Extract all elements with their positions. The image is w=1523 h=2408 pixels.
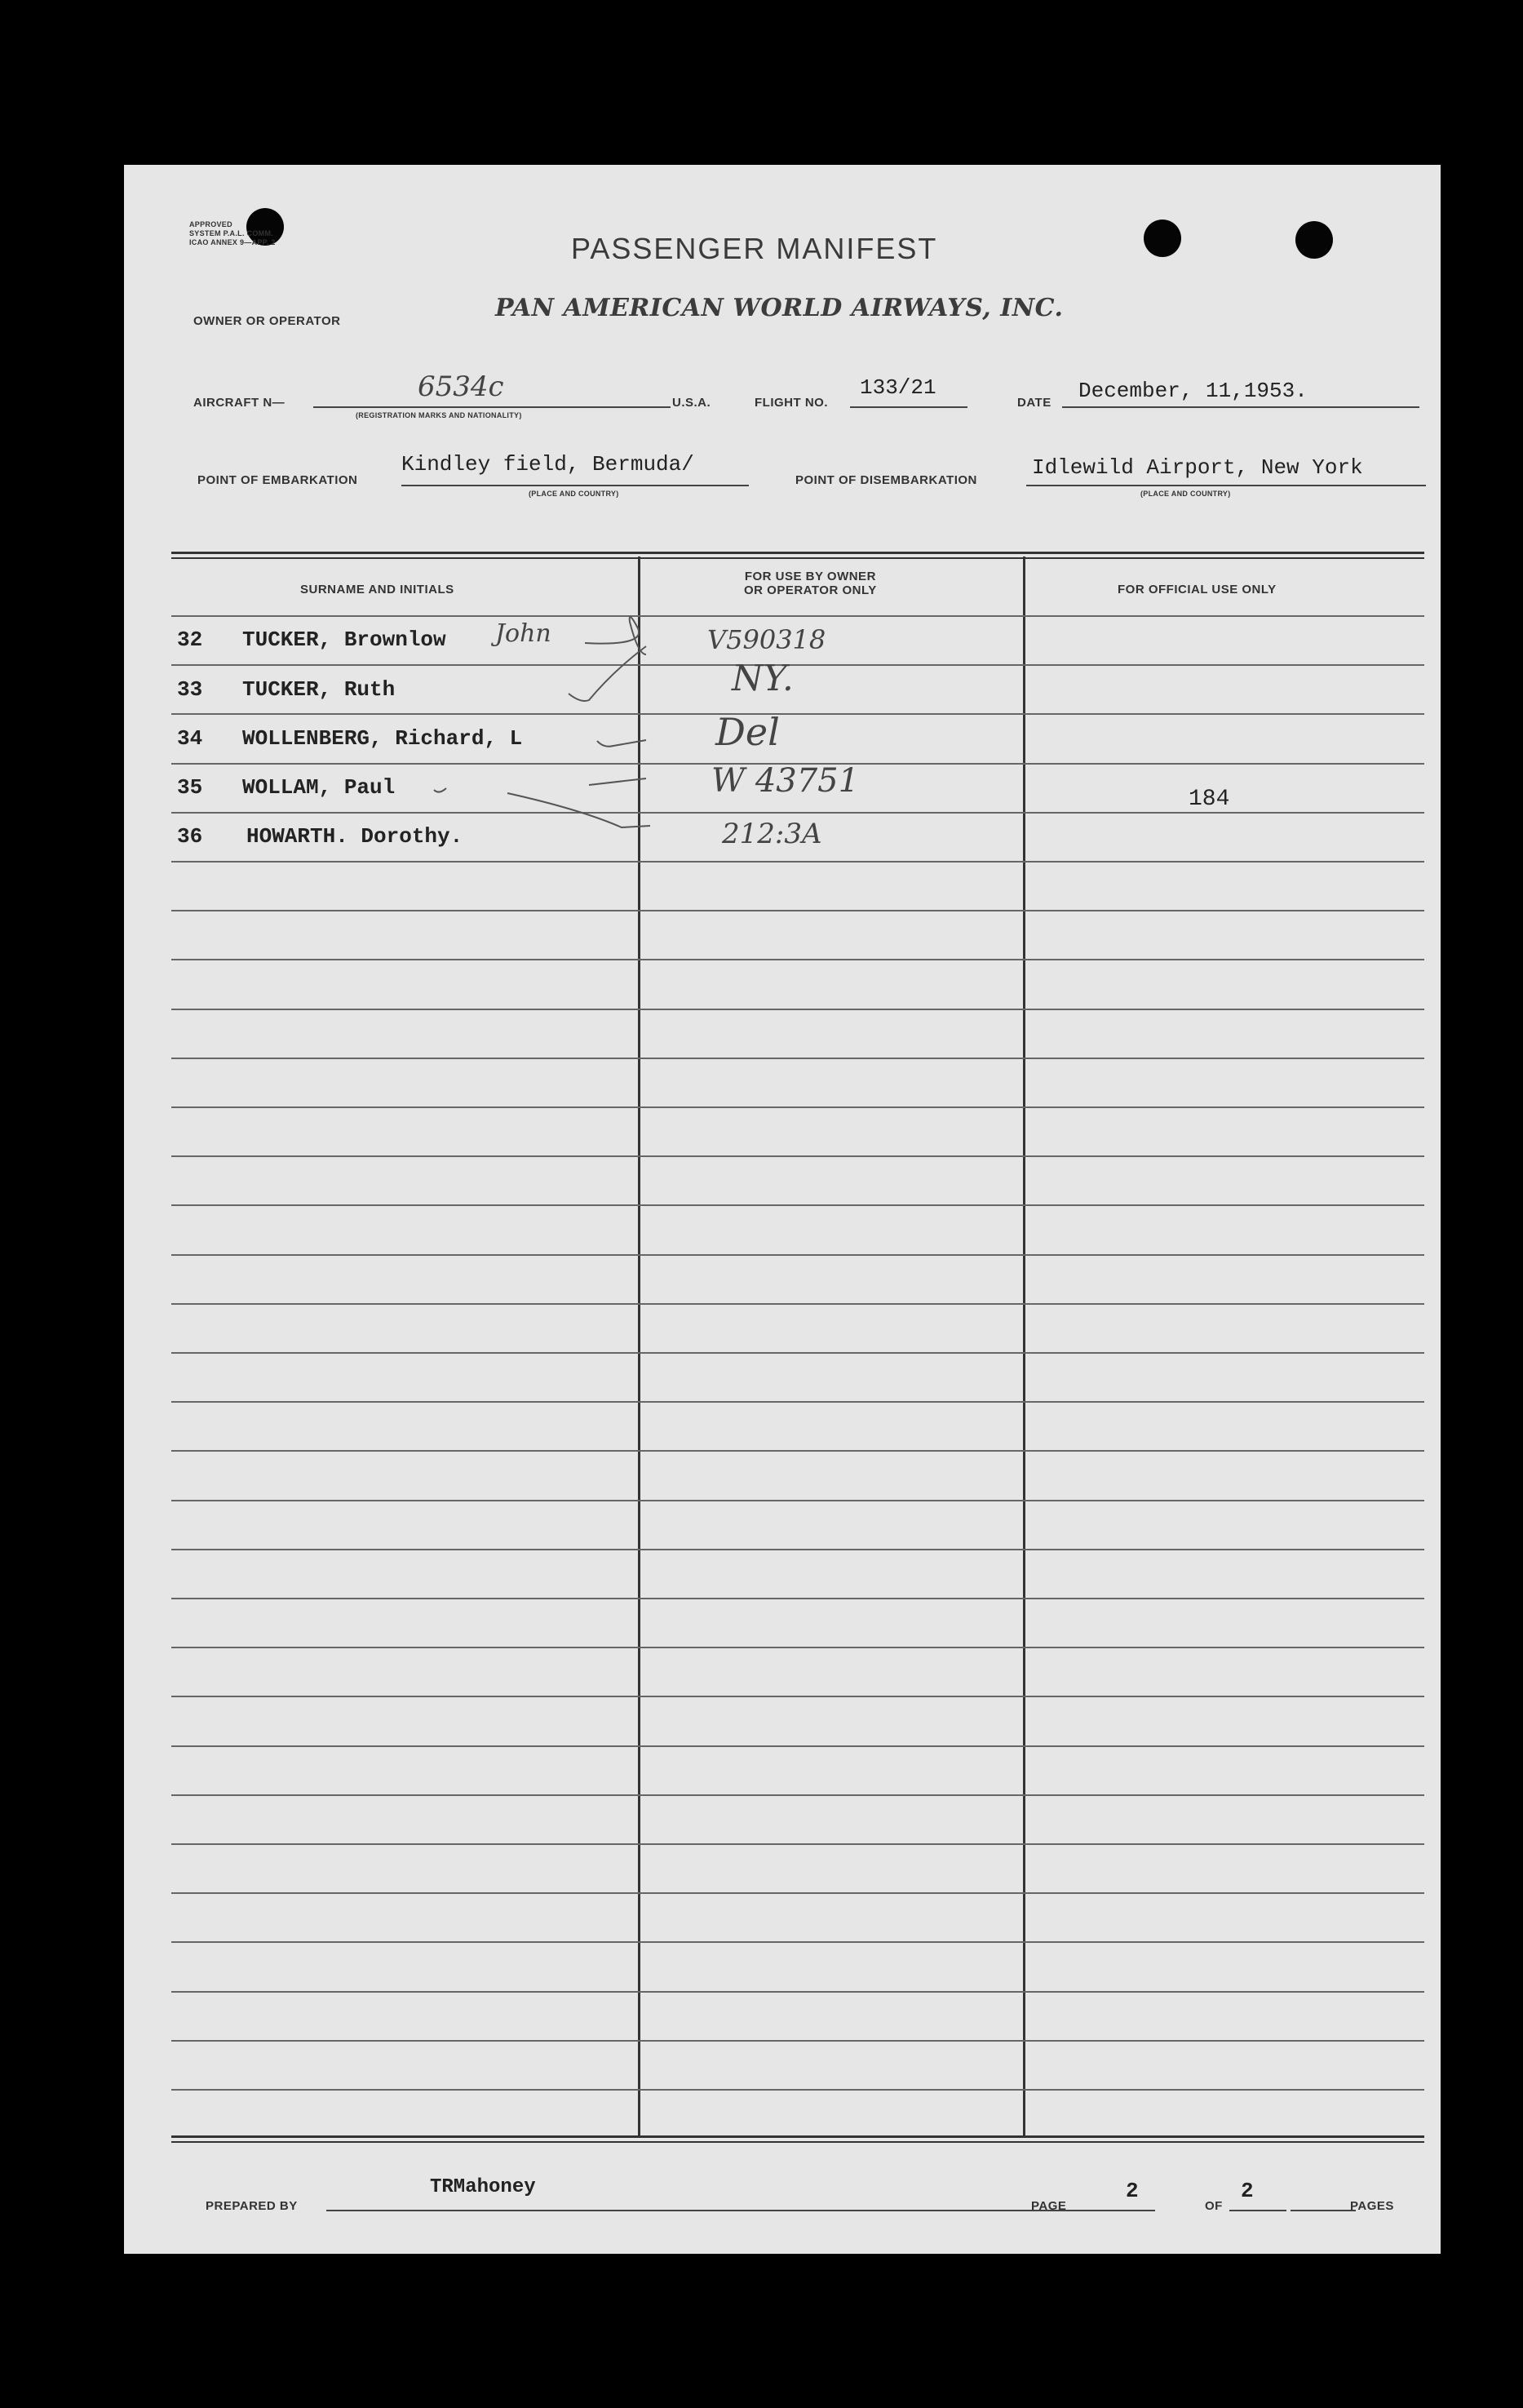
table-rule xyxy=(171,2040,1424,2042)
passenger-name: TUCKER, Ruth xyxy=(242,677,396,702)
page-title: PASSENGER MANIFEST xyxy=(571,232,938,265)
check-marks xyxy=(124,165,1441,981)
passenger-name: WOLLAM, Paul xyxy=(242,775,396,800)
table-rule xyxy=(171,1401,1424,1403)
prepared-by-value: TRMahoney xyxy=(430,2176,536,2198)
table-rule xyxy=(171,1500,1424,1501)
passenger-number: 34 xyxy=(177,726,203,751)
owner-value: PAN AMERICAN WORLD AIRWAYS, INC. xyxy=(495,294,1064,322)
check-mark xyxy=(597,740,646,747)
owner-use-line-2: OR OPERATOR ONLY xyxy=(744,583,877,597)
table-rule xyxy=(171,1106,1424,1108)
disembarkation-value: Idlewild Airport, New York xyxy=(1032,455,1363,480)
pages-label: PAGES xyxy=(1350,2199,1394,2213)
table-rule xyxy=(171,1843,1424,1845)
owner-use-note: V590318 xyxy=(707,624,826,655)
table-rule xyxy=(171,1009,1424,1010)
owner-label: OWNER OR OPERATOR xyxy=(193,314,341,328)
date-value: December, 11,1953. xyxy=(1078,379,1308,403)
page-value: 2 xyxy=(1126,2179,1139,2203)
date-label: DATE xyxy=(1017,396,1051,410)
aircraft-value: 6534c xyxy=(418,370,504,403)
table-rule xyxy=(171,1303,1424,1305)
table-rule xyxy=(171,1254,1424,1256)
page-label: PAGE xyxy=(1031,2199,1067,2213)
embarkation-sublabel: (PLACE AND COUNTRY) xyxy=(529,490,619,498)
table-rule xyxy=(171,1598,1424,1599)
flight-value: 133/21 xyxy=(860,375,936,400)
table-rule xyxy=(171,1450,1424,1452)
table-rule xyxy=(171,1941,1424,1943)
manifest-sheet xyxy=(124,165,1441,2254)
owner-use-note: W 43751 xyxy=(711,762,860,800)
table-rule xyxy=(171,1549,1424,1550)
check-mark xyxy=(585,617,646,654)
owner-use-note: Del xyxy=(715,710,780,754)
aircraft-sublabel: (REGISTRATION MARKS AND NATIONALITY) xyxy=(356,411,522,419)
total-pages-value: 2 xyxy=(1241,2179,1254,2203)
table-rule xyxy=(171,1155,1424,1157)
passenger-number: 33 xyxy=(177,677,203,702)
passenger-name: HOWARTH. Dorothy. xyxy=(246,824,463,849)
table-rule xyxy=(171,1892,1424,1894)
approval-line-2: SYSTEM P.A.L. COMM. xyxy=(189,229,274,237)
country-label: U.S.A. xyxy=(672,396,711,410)
approval-line-3: ICAO ANNEX 9—APP. 2 xyxy=(189,238,276,246)
table-rule xyxy=(171,1745,1424,1747)
check-mark xyxy=(434,788,446,792)
owner-use-line-1: FOR USE BY OWNER xyxy=(744,570,876,583)
table-rule xyxy=(171,2089,1424,2091)
official-use-note: 184 xyxy=(1189,787,1230,812)
check-mark xyxy=(589,778,646,785)
passenger-hand-note: John xyxy=(495,619,551,648)
table-rule xyxy=(171,1058,1424,1059)
table-rule xyxy=(171,1352,1424,1354)
owner-use-note: 212:3A xyxy=(722,818,822,850)
passenger-name: TUCKER, Brownlow xyxy=(242,627,446,652)
prepared-by-label: PREPARED BY xyxy=(206,2199,298,2213)
table-rule xyxy=(171,1647,1424,1648)
passenger-number: 32 xyxy=(177,627,203,652)
check-mark xyxy=(569,646,646,701)
embarkation-label: POINT OF EMBARKATION xyxy=(197,473,358,487)
column-header-official-use: FOR OFFICIAL USE ONLY xyxy=(1118,583,1277,596)
owner-use-note: NY. xyxy=(732,658,794,699)
disembarkation-label: POINT OF DISEMBARKATION xyxy=(795,473,977,487)
check-mark xyxy=(507,793,650,827)
table-rule xyxy=(171,1696,1424,1697)
disembarkation-sublabel: (PLACE AND COUNTRY) xyxy=(1140,490,1231,498)
table-rule xyxy=(171,1204,1424,1206)
column-header-surname: SURNAME AND INITIALS xyxy=(300,583,454,596)
embarkation-value: Kindley field, Bermuda/ xyxy=(401,452,694,477)
passenger-name: WOLLENBERG, Richard, L xyxy=(242,726,523,751)
table-bottom-border xyxy=(171,2135,1424,2143)
flight-label: FLIGHT NO. xyxy=(755,396,828,410)
aircraft-label: AIRCRAFT N— xyxy=(193,396,286,410)
passenger-number: 35 xyxy=(177,775,203,800)
table-rule xyxy=(171,1794,1424,1796)
passenger-number: 36 xyxy=(177,824,203,849)
approval-line-1: APPROVED xyxy=(189,220,232,228)
of-label: OF xyxy=(1205,2199,1223,2213)
table-rule xyxy=(171,1991,1424,1993)
